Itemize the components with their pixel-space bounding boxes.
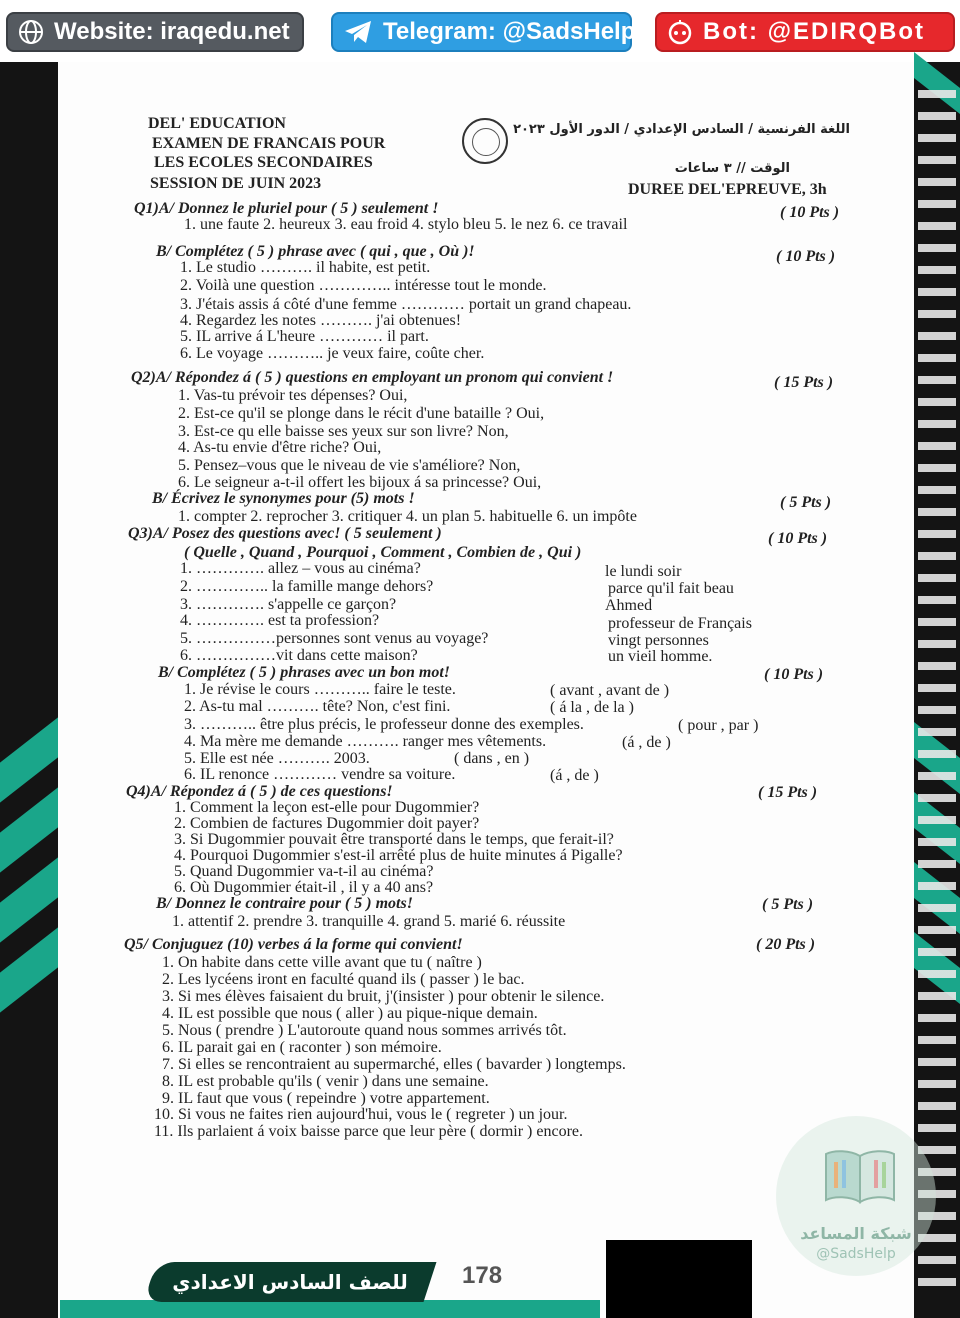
exam-line: ( avant , avant de ) — [550, 682, 670, 699]
header-line-2: EXAMEN DE FRANCAIS POUR — [152, 135, 386, 152]
exam-line: 5. Elle est née ………. 2003. — [184, 750, 370, 767]
exam-line: ( á la , de la ) — [550, 699, 634, 716]
telegram-icon — [343, 19, 373, 45]
exam-line: 6. ……………vit dans cette maison? — [180, 647, 418, 664]
watermark-name: شبكة المساعد — [800, 1224, 912, 1243]
exam-line: 4. As-tu envie d'être riche? Oui, — [178, 439, 382, 456]
redaction-block — [606, 1240, 752, 1318]
exam-line: 4. …………. est ta profession? — [180, 612, 380, 629]
telegram-link[interactable] — [331, 12, 636, 52]
exam-line: 2. Voilà une question ………….. intéresse tout le monde. — [180, 277, 547, 294]
robot-icon — [667, 19, 693, 45]
exam-line: 3. Si mes élèves faisaient du bruit, j'(insister ) pour obtenir le silence. — [162, 988, 605, 1005]
exam-line: 4. IL est possible que nous ( aller ) au pique-nique demain. — [162, 1005, 538, 1022]
points-label: ( 10 Pts ) — [764, 666, 824, 683]
exam-line: vingt personnes — [608, 632, 709, 649]
exam-line: 1. Vas-tu prévoir tes dépenses? Oui, — [178, 387, 408, 404]
website-link[interactable] — [6, 12, 304, 52]
footer-stripe — [60, 1300, 600, 1318]
exam-line: 1. Je révise le cours ……….. faire le teste. — [184, 681, 456, 698]
points-label: ( 5 Pts ) — [762, 896, 814, 913]
points-label: ( 15 Pts ) — [758, 784, 818, 801]
exam-line: 1. …………. allez – vous au cinéma? — [180, 560, 421, 577]
exam-line: professeur de Français — [608, 615, 752, 632]
exam-line: 6. IL renonce ………… vendre sa voiture. — [184, 766, 456, 783]
exam-line: 5. Nous ( prendre ) L'autoroute quand nous sommes arrivés tôt. — [162, 1022, 567, 1039]
points-label: ( 15 Pts ) — [774, 374, 834, 391]
exam-line: 1. On habite dans cette ville avant que tu ( naître ) — [162, 954, 482, 971]
exam-line: 2. ………….. la famille mange dehors? — [180, 578, 434, 595]
points-label: ( 10 Pts ) — [776, 248, 836, 265]
header-line-4: SESSION DE JUIN 2023 — [150, 175, 322, 192]
header-duration: DUREE DEL'EPREUVE, 3h — [628, 181, 827, 198]
exam-line: (á , de ) — [622, 734, 671, 751]
exam-line: 5. IL arrive á L'heure ………… il part. — [180, 328, 429, 345]
points-label: ( 10 Pts ) — [768, 530, 828, 547]
exam-line: 11. Ils parlaient á voix baisse parce que leur père ( dormir ) encore. — [154, 1123, 583, 1140]
exam-line: 2. Combien de factures Dugommier doit payer? — [174, 815, 480, 832]
exam-line: ( dans , en ) — [454, 750, 530, 767]
question-heading: Q5/ Conjuguez (10) verbes á la forme qui convient! — [124, 936, 463, 953]
exam-line: (á , de ) — [550, 767, 599, 784]
telegram-label: Telegram: @SadsHelp — [383, 18, 636, 45]
points-label: ( 20 Pts ) — [756, 936, 816, 953]
points-label: ( 5 Pts ) — [780, 494, 832, 511]
exam-line: 1. Le studio ………. il habite, est petit. — [180, 259, 431, 276]
exam-line: 4. Regardez les notes ………. j'ai obtenues! — [180, 312, 462, 329]
exam-line: 4. Ma mère me demande ………. ranger mes vêtements. — [184, 733, 547, 750]
question-heading: Q2)A/ Répondez á ( 5 ) questions en employant un pronom qui convient ! — [131, 369, 614, 386]
question-heading: B/ Écrivez le synonymes pour (5) mots ! — [152, 490, 415, 507]
exam-line: 1. compter 2. reprocher 3. critiquer 4. un plan 5. habituelle 6. un impôte — [178, 508, 637, 525]
exam-line: 5. Quand Dugommier va-t-il au cinéma? — [174, 863, 434, 880]
exam-line: 5. ……………personnes sont venus au voyage? — [180, 630, 489, 647]
exam-line: 7. Si elles se rencontraient au supermarché, elles ( bavarder ) longtemps. — [162, 1056, 626, 1073]
question-heading: B/ Donnez le contraire pour ( 5 ) mots! — [156, 895, 413, 912]
question-heading: B/ Complétez ( 5 ) phrases avec un bon mot! — [158, 664, 451, 681]
exam-line: un vieil homme. — [608, 648, 713, 665]
header-arabic-time: الوقت // ٣ ساعات — [674, 161, 790, 176]
question-heading: Q1)A/ Donnez le pluriel pour ( 5 ) seulement ! — [134, 200, 439, 217]
header-line-1: DEL' EDUCATION — [148, 115, 286, 132]
header-line-3: LES ECOLES SECONDAIRES — [154, 154, 373, 171]
ministry-emblem — [462, 118, 508, 164]
exam-line: 6. Où Dugommier était-il , il y a 40 ans? — [174, 879, 434, 896]
exam-line: 1. une faute 2. heureux 3. eau froid 4. stylo bleu 5. le nez 6. ce travail — [184, 216, 628, 233]
question-heading: Q3)A/ Posez des questions avec! ( 5 seulement ) — [128, 525, 442, 542]
header-arabic-subject: اللغة الفرنسية / السادس الإعدادي / الدور الأول ٢٠٢٣ — [513, 122, 850, 137]
exam-line: 6. Le voyage ……….. je veux faire, coûte cher. — [180, 345, 485, 362]
exam-line: 3. ……….. être plus précis, le professeur donne des exemples. — [184, 716, 584, 733]
exam-line: 2. As-tu mal ………. tête? Non, c'est fini. — [184, 698, 451, 715]
exam-line: Ahmed — [605, 597, 653, 614]
exam-line: 8. IL est probable qu'ils ( venir ) dans une semaine. — [162, 1073, 489, 1090]
exam-line: 5. Pensez–vous que le niveau de vie s'améliore? Non, — [178, 457, 521, 474]
exam-line: 3. Si Dugommier pouvait être transporté dans le temps, que ferait-il? — [174, 831, 614, 848]
exam-line: 3. J'étais assis á côté d'une femme ………… portait un grand chapeau. — [180, 296, 632, 313]
exam-line: 6. IL parait gai en ( raconter ) son mémoire. — [162, 1039, 442, 1056]
footer-title: للصف السادس الاعدادي — [172, 1270, 408, 1294]
question-heading: ( Quelle , Quand , Pourquoi , Comment , Combien de , Qui ) — [184, 544, 582, 561]
question-heading: Q4)A/ Répondez á ( 5 ) de ces questions! — [126, 783, 393, 800]
top-banner — [0, 0, 960, 62]
bot-link[interactable] — [655, 12, 955, 52]
exam-line: 10. Si vous ne faites rien aujourd'hui, vous le ( regreter ) un jour. — [154, 1106, 568, 1123]
exam-line: 3. …………. s'appelle ce garçon? — [180, 596, 397, 613]
website-label: Website: iraqedu.net — [54, 18, 290, 45]
exam-line: 1. Comment la leçon est-elle pour Dugommier? — [174, 799, 480, 816]
book-icon — [820, 1146, 900, 1206]
exam-line: le lundi soir — [605, 563, 682, 580]
points-label: ( 10 Pts ) — [780, 204, 840, 221]
question-heading: B/ Complétez ( 5 ) phrase avec ( qui , que , Où )! — [156, 243, 475, 260]
exam-line: 9. IL faut que vous ( repeindre ) votre appartement. — [162, 1090, 490, 1107]
exam-line: parce qu'il fait beau — [608, 580, 734, 597]
exam-line: 4. Pourquoi Dugommier s'est-il arrêté plus de huite minutes á Pigalle? — [174, 847, 623, 864]
exam-line: 2. Est-ce qu'il se plonge dans le récit d'une bataille ? Oui, — [178, 405, 545, 422]
exam-line: 6. Le seigneur a-t-il offert les bijoux á sa princesse? Oui, — [178, 474, 542, 491]
exam-line: 1. attentif 2. prendre 3. tranquille 4. grand 5. marié 6. réussite — [172, 913, 566, 930]
exam-line: ( pour , par ) — [678, 717, 759, 734]
exam-line: 2. Les lycéens iront en faculté quand ils ( passer ) le bac. — [162, 971, 525, 988]
watermark-handle: @SadsHelp — [816, 1246, 896, 1262]
exam-line: 3. Est-ce qu elle baisse ses yeux sur son livre? Non, — [178, 423, 509, 440]
spiral-binding — [918, 90, 956, 1300]
left-frame — [0, 62, 58, 1318]
page-number: 178 — [462, 1262, 503, 1289]
globe-icon — [18, 19, 44, 45]
bot-label: Bot: @EDIRQBot — [703, 18, 926, 45]
